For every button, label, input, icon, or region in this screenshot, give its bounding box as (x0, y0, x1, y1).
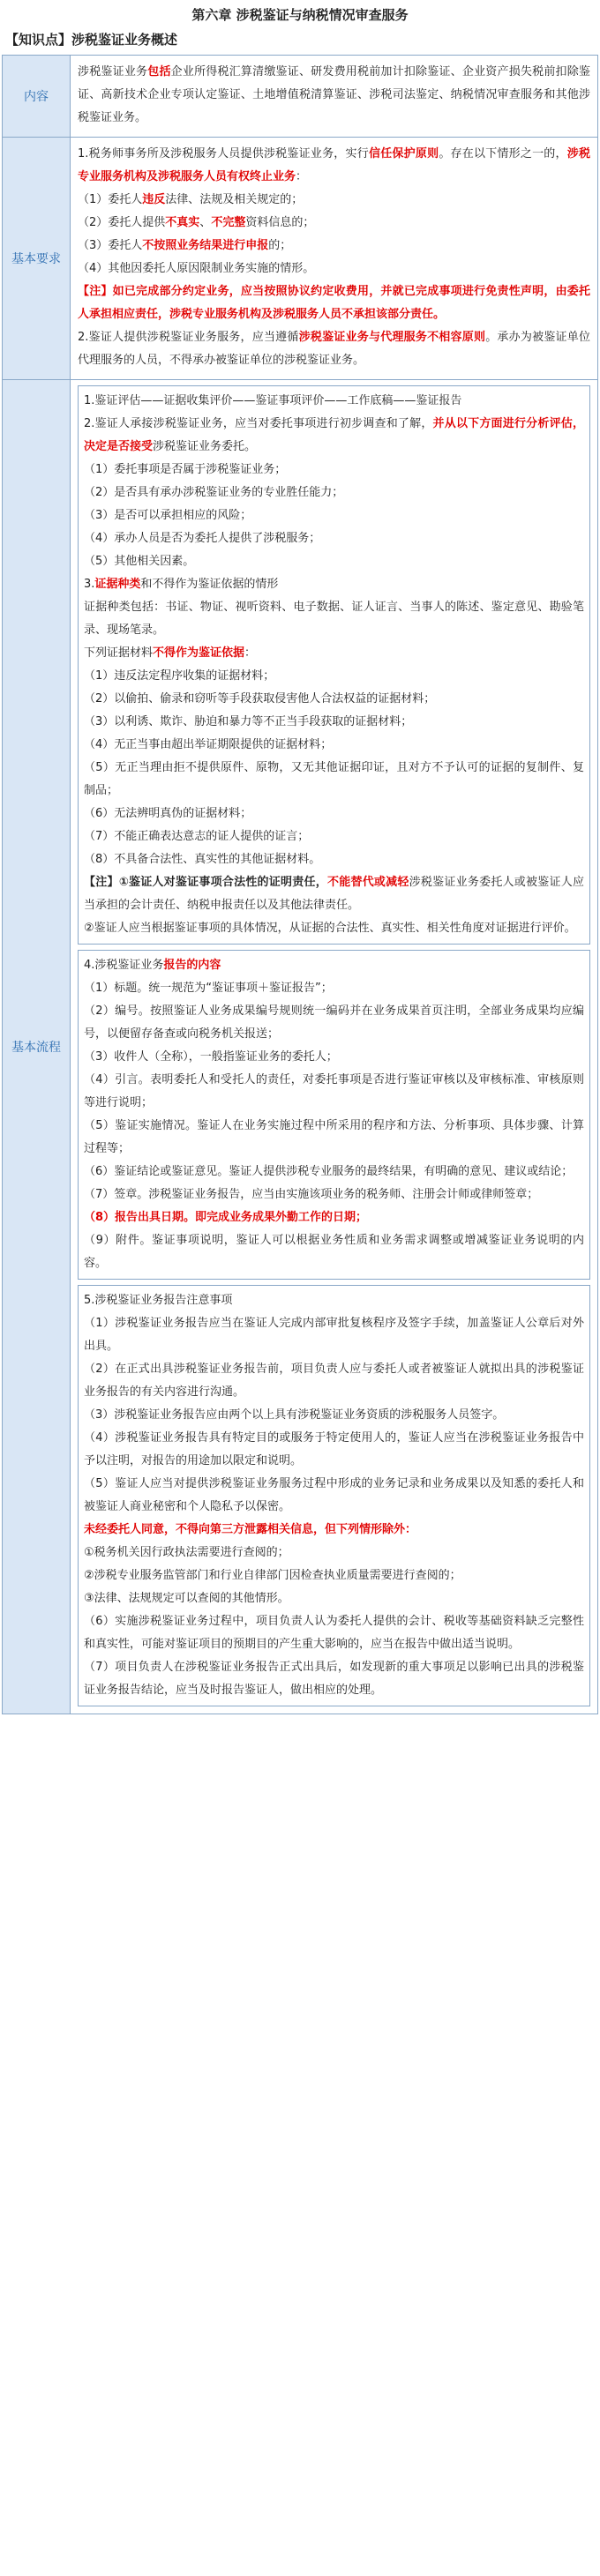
flow-paragraph (84, 1427, 584, 1473)
body-text: （2）以偷拍、偷录和窃听等手段获取侵害他人合法权益的证据材料； (84, 692, 436, 706)
body-text: （7）签章。涉税鉴证业务报告，应当由实施该项业务的税务师、注册会计师或律师签章； (84, 1188, 539, 1201)
body-text: ②鉴证人应当根据鉴证事项的具体情况，从证据的合法性、真实性、相关性角度对证据进行评价。 (84, 922, 576, 935)
requirement-paragraph (78, 235, 590, 258)
body-text: （1）委托人 (78, 193, 143, 206)
requirement-paragraph (78, 189, 590, 212)
flow-paragraph (84, 803, 584, 825)
flow-paragraph (84, 665, 584, 688)
flow-block (78, 1285, 590, 1706)
body-text: （5）无正当理由拒不提供原件、原物，又无其他证据印证，且对方不予认可的证据的复制件、复制品； (84, 761, 584, 797)
body-text: 资料信息的； (245, 216, 315, 229)
flow-paragraph (84, 1183, 584, 1206)
flow-paragraph (84, 1656, 584, 1702)
body-text: 下列证据材料 (84, 646, 154, 660)
highlighted-text: 不按照业务结果进行申报 (142, 239, 269, 252)
body-text: 5.涉税鉴证业务报告注意事项 (84, 1294, 233, 1307)
content-paragraph (78, 61, 590, 130)
body-text: 企业所得税汇算清缴鉴证、研发费用税前加计扣除鉴证、企业资产损失税前扣除鉴证、高新技术企业专项认定鉴证、土地增值税清算鉴证、涉税司法鉴定、纳税情况审查服务和其他涉税鉴证业务。 (78, 65, 590, 124)
knowledge-table (2, 55, 598, 1714)
body-text: 的； (268, 239, 292, 252)
flow-paragraph (84, 688, 584, 711)
flow-paragraph (84, 1610, 584, 1656)
highlighted-text: 不得作为鉴证依据 (153, 646, 245, 660)
section-title: 【知识点】涉税鉴证业务概述 (5, 32, 178, 48)
content-cell (71, 56, 598, 138)
flow-paragraph (84, 1312, 584, 1358)
body-text: （1）标题。统一规范为“鉴证事项＋鉴证报告”； (84, 982, 333, 995)
highlighted-text: 【注】如已完成部分约定业务，应当按照协议约定收费用，并就已完成事项进行免责性声明，由委托人承担相应责任，涉税专业服务机构及涉税服务人员不承担该部分责任。 (78, 285, 590, 321)
body-text: （2）委托人提供 (78, 216, 166, 229)
basic-flow-cell (71, 380, 598, 1714)
body-text: （8）不具备合法性、真实性的其他证据材料。 (84, 853, 321, 866)
body-text: （5）鉴证实施情况。鉴证人在业务实施过程中所采用的程序和方法、分析事项、具体步骤、计算过程等； (84, 1119, 584, 1155)
flow-paragraph (84, 1358, 584, 1404)
flow-paragraph (84, 1473, 584, 1519)
flow-paragraph (84, 871, 584, 917)
highlighted-text: 报告的内容 (163, 959, 221, 972)
body-text: ③法律、法规规定可以查阅的其他情形。 (84, 1592, 289, 1605)
body-text: 3. (84, 578, 95, 591)
flow-paragraph (84, 1587, 584, 1610)
flow-paragraph (84, 413, 584, 459)
requirement-paragraph (78, 212, 590, 235)
body-text: （3）涉税鉴证业务报告应由两个以上具有涉税鉴证业务资质的涉税服务人员签字。 (84, 1408, 505, 1422)
body-text: （2）在正式出具涉税鉴证业务报告前，项目负责人应与委托人或者被鉴证人就拟出具的涉税鉴证业务报告的有关内容进行沟通。 (84, 1363, 584, 1399)
flow-block (78, 385, 590, 945)
body-text: 涉税鉴证业务委托。 (153, 440, 257, 453)
highlighted-text: 涉税专业服务机构及涉税服务人员有权终止业务 (78, 147, 590, 183)
flow-paragraph (84, 596, 584, 642)
body-text: （7）不能正确表达意志的证人提供的证言； (84, 830, 310, 843)
body-text: （4）其他因委托人原因限制业务实施的情形。 (78, 262, 315, 275)
body-text: （1）违反法定程序收集的证据材料； (84, 669, 275, 683)
body-text: 。承办为被鉴证单位代理服务的人员，不得承办被鉴证单位的涉税鉴证业务。 (78, 331, 590, 367)
flow-paragraph (84, 573, 584, 596)
flow-paragraph (84, 917, 584, 940)
body-text: （3）委托人 (78, 239, 143, 252)
body-text: （7）项目负责人在涉税鉴证业务报告正式出具后，如发现新的重大事项足以影响已出具的涉税鉴证业务报告结论，应当及时报告鉴证人，做出相应的处理。 (84, 1661, 584, 1697)
highlighted-text: 不完整 (211, 216, 246, 229)
highlighted-text: 并从以下方面进行分析评估，决定是否接受 (84, 417, 584, 453)
row-label-content: 内容 (3, 56, 71, 138)
flow-paragraph (84, 390, 584, 413)
highlighted-text: 不能替代或减轻 (326, 876, 409, 889)
highlighted-text: 证据种类 (94, 578, 141, 591)
row-content (3, 56, 598, 138)
body-text: （3）以利诱、欺诈、胁迫和暴力等不正当手段获取的证据材料； (84, 715, 413, 728)
body-text: 证据种类包括：书证、物证、视听资料、电子数据、证人证言、当事人的陈述、鉴定意见、勘验笔录、现场笔录。 (84, 601, 584, 637)
body-text: 1.税务师事务所及涉税服务人员提供涉税鉴证业务，实行 (78, 147, 369, 161)
body-text: 2.鉴证人提供涉税鉴证业务服务，应当遵循 (78, 331, 299, 344)
body-text: （4）涉税鉴证业务报告具有特定目的或服务于特定使用人的，鉴证人应当在涉税鉴证业务报告中予以注明，对报告的用途加以限定和说明。 (84, 1431, 584, 1467)
body-text: （3）是否可以承担相应的风险； (84, 509, 252, 522)
flow-paragraph (84, 1161, 584, 1183)
body-text: 1.鉴证评估——证据收集评价——鉴证事项评价——工作底稿——鉴证报告 (84, 394, 462, 407)
row-basic-flow (3, 380, 598, 1714)
row-basic-requirements (3, 138, 598, 380)
flow-paragraph (84, 527, 584, 550)
flow-paragraph (84, 1289, 584, 1312)
body-text: （6）无法辨明真伪的证据材料； (84, 807, 252, 820)
flow-paragraph (84, 459, 584, 482)
flow-paragraph (84, 825, 584, 848)
requirement-paragraph (78, 326, 590, 372)
body-text: ： (296, 170, 308, 183)
body-text: （2）是否具有承办涉税鉴证业务的专业胜任能力； (84, 486, 344, 499)
body-text: （4）承办人员是否为委托人提供了涉税服务； (84, 532, 321, 545)
requirement-paragraph (78, 280, 590, 326)
flow-paragraph (84, 977, 584, 1000)
highlighted-text: 信任保护原则 (368, 147, 439, 161)
flow-paragraph (84, 1000, 584, 1046)
body-text: ①税务机关因行政执法需要进行查阅的； (84, 1546, 289, 1559)
highlighted-text: 未经委托人同意，不得向第三方泄露相关信息，但下列情形除外： (84, 1523, 417, 1536)
body-text: （9）附件。鉴证事项说明，鉴证人可以根据业务性质和业务需求调整或增减鉴证业务说明的内容。 (84, 1234, 584, 1270)
flow-paragraph (84, 734, 584, 757)
body-text: 法律、法规及相关规定的； (165, 193, 304, 206)
highlighted-text: 不真实 (165, 216, 200, 229)
flow-paragraph (84, 1229, 584, 1275)
highlighted-text: （8）报告出具日期。即完成业务成果外勤工作的日期； (84, 1211, 368, 1224)
flow-paragraph (84, 1404, 584, 1427)
requirement-paragraph (78, 143, 590, 189)
body-text: 涉税鉴证业务委托人或被鉴证人应当承担的会计责任、纳税申报责任以及其他法律责任。 (84, 876, 584, 912)
body-text: 。存在以下情形之一的， (439, 147, 567, 161)
flow-paragraph (84, 1069, 584, 1115)
highlighted-text: 涉税鉴证业务与代理服务不相容原则 (298, 331, 486, 344)
flow-paragraph (84, 954, 584, 977)
body-text: 2.鉴证人承接涉税鉴证业务，应当对委托事项进行初步调查和了解， (84, 417, 433, 430)
basic-requirements-cell (71, 138, 598, 380)
body-text: （6）实施涉税鉴证业务过程中，项目负责人认为委托人提供的会计、税收等基础资料缺乏完整性和真实性，可能对鉴证项目的预期目的产生重大影响的，应当在报告中做出适当说明。 (84, 1615, 584, 1651)
flow-paragraph (84, 757, 584, 803)
requirement-paragraph (78, 258, 590, 280)
body-text: （5）鉴证人应当对提供涉税鉴证业务服务过程中形成的业务记录和业务成果以及知悉的委托人和被鉴证人商业秘密和个人隐私予以保密。 (84, 1477, 584, 1513)
body-text: （4）引言。表明委托人和受托人的责任，对委托事项是否进行鉴证审核以及审核标准、审核原则等进行说明； (84, 1073, 584, 1109)
bold-text: 【注】①鉴证人对鉴证事项合法性的证明责任， (84, 876, 327, 889)
chapter-title: 第六章 涉税鉴证与纳税情况审查服务 (191, 7, 409, 23)
body-text: （1）委托事项是否属于涉税鉴证业务； (84, 463, 287, 476)
flow-paragraph (84, 1206, 584, 1229)
highlighted-text: 违反 (142, 193, 166, 206)
flow-paragraph (84, 504, 584, 527)
body-text: ②涉税专业服务监管部门和行业自律部门因检查执业质量需要进行查阅的； (84, 1569, 461, 1582)
body-text: （3）收件人（全称），一般指鉴证业务的委托人； (84, 1050, 338, 1064)
flow-paragraph (84, 482, 584, 504)
body-text: （6）鉴证结论或鉴证意见。鉴证人提供涉税专业服务的最终结果，有明确的意见、建议或结论； (84, 1165, 574, 1178)
body-text: 4.涉税鉴证业务 (84, 959, 164, 972)
row-label-basic-requirements: 基本要求 (3, 138, 71, 380)
flow-paragraph (84, 550, 584, 573)
flow-paragraph (84, 711, 584, 734)
flow-paragraph (84, 1115, 584, 1161)
body-text: （2）编号。按照鉴证人业务成果编号规则统一编码并在业务成果首页注明，全部业务成果均应编号，以便留存备查或向税务机关报送； (84, 1004, 584, 1041)
body-text: 、 (199, 216, 212, 229)
body-text: （5）其他相关因素。 (84, 555, 195, 568)
highlighted-text: 包括 (147, 65, 171, 78)
flow-paragraph (84, 1542, 584, 1564)
body-text: （1）涉税鉴证业务报告应当在鉴证人完成内部审批复核程序及签字手续，加盖鉴证人公章后对外出具。 (84, 1317, 584, 1353)
row-label-basic-flow: 基本流程 (3, 380, 71, 1714)
body-text: （4）无正当事由超出举证期限提供的证据材料； (84, 738, 333, 751)
flow-paragraph (84, 848, 584, 871)
flow-paragraph (84, 1519, 584, 1542)
body-text: 和不得作为鉴证依据的情形 (140, 578, 279, 591)
body-text: 涉税鉴证业务 (78, 65, 148, 78)
flow-paragraph (84, 642, 584, 665)
flow-paragraph (84, 1564, 584, 1587)
flow-paragraph (84, 1046, 584, 1069)
body-text: ： (244, 646, 257, 660)
flow-block (78, 950, 590, 1280)
